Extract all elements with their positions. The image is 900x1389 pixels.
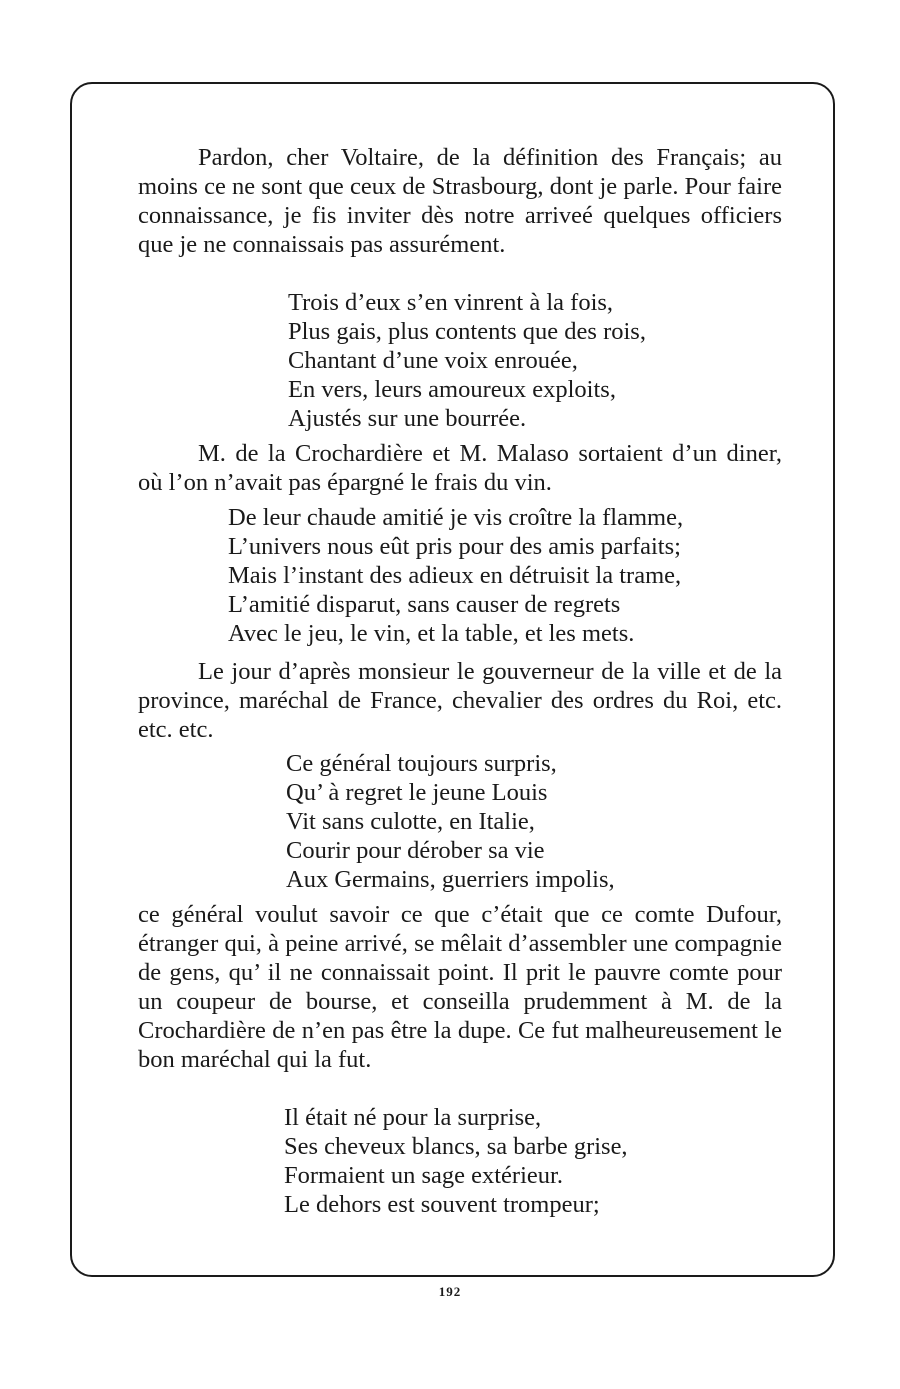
verse-line: Trois d’eux s’en vinrent à la fois, <box>288 289 614 316</box>
paragraph-text: Le jour d’après monsieur le gouverneur de la ville et de la province, maréchal de France, chevalier des ordres du Roi, etc. etc. etc. <box>138 658 782 743</box>
paragraph-text: M. de la Crochardière et M. Malaso sortaient d’un diner, où l’on n’avait pas épargné le frais du vin. <box>138 440 782 496</box>
verse-line: Formaient un sage extérieur. <box>284 1162 563 1189</box>
verse-1 <box>288 288 748 433</box>
verse-line: Avec le jeu, le vin, et la table, et les mets. <box>228 620 635 647</box>
verse-line: Ses cheveux blancs, sa barbe grise, <box>284 1133 628 1160</box>
verse-line: Ajustés sur une bourrée. <box>288 405 527 432</box>
verse-line: De leur chaude amitié je vis croître la flamme, <box>228 504 684 531</box>
verse-line: Plus gais, plus contents que des rois, <box>288 318 646 345</box>
verse-line: Ce général toujours surpris, <box>286 750 557 777</box>
verse-line: Qu’ à regret le jeune Louis <box>286 779 548 806</box>
paragraph-4 <box>138 900 782 1074</box>
page-number: 192 <box>438 1284 462 1299</box>
verse-line: Le dehors est souvent trompeur; <box>284 1191 600 1218</box>
paragraph-text: ce général voulut savoir ce que c’était que ce comte Dufour, étranger qui, à peine arrivé, se mêlait d’assembler une compagnie de gens, qu’ il ne connaissait point. Il prit le pauvre comte pour un coupeur de bourse, et conseilla prudemment à M. de la Crochardière de n’en pas être la dupe. Ce fut malheureusement le bon maréchal qui la fut. <box>138 901 782 1073</box>
verse-line: En vers, leurs amoureux exploits, <box>288 376 616 403</box>
paragraph-3 <box>138 657 782 744</box>
verse-line: Courir pour dérober sa vie <box>286 837 545 864</box>
verse-2 <box>228 503 778 648</box>
verse-line: Il était né pour la surprise, <box>284 1104 542 1131</box>
verse-line: Aux Germains, guerriers impolis, <box>286 866 615 893</box>
verse-3 <box>286 749 746 894</box>
verse-4 <box>284 1103 744 1219</box>
verse-line: L’amitié disparut, sans causer de regrets <box>228 591 621 618</box>
verse-line: Chantant d’une voix enrouée, <box>288 347 578 374</box>
verse-line: Mais l’instant des adieux en détruisit la trame, <box>228 562 682 589</box>
verse-line: L’univers nous eût pris pour des amis parfaits; <box>228 533 681 560</box>
verse-line: Vit sans culotte, en Italie, <box>286 808 535 835</box>
paragraph-2 <box>138 439 782 497</box>
paragraph-text: Pardon, cher Voltaire, de la définition des Français; au moins ce ne sont que ceux de Strasbourg, dont je parle. Pour faire connaissance, je fis inviter dès notre arriveé quelques officiers que je ne connaissais pas assurément. <box>138 144 782 258</box>
paragraph-1 <box>138 143 782 259</box>
